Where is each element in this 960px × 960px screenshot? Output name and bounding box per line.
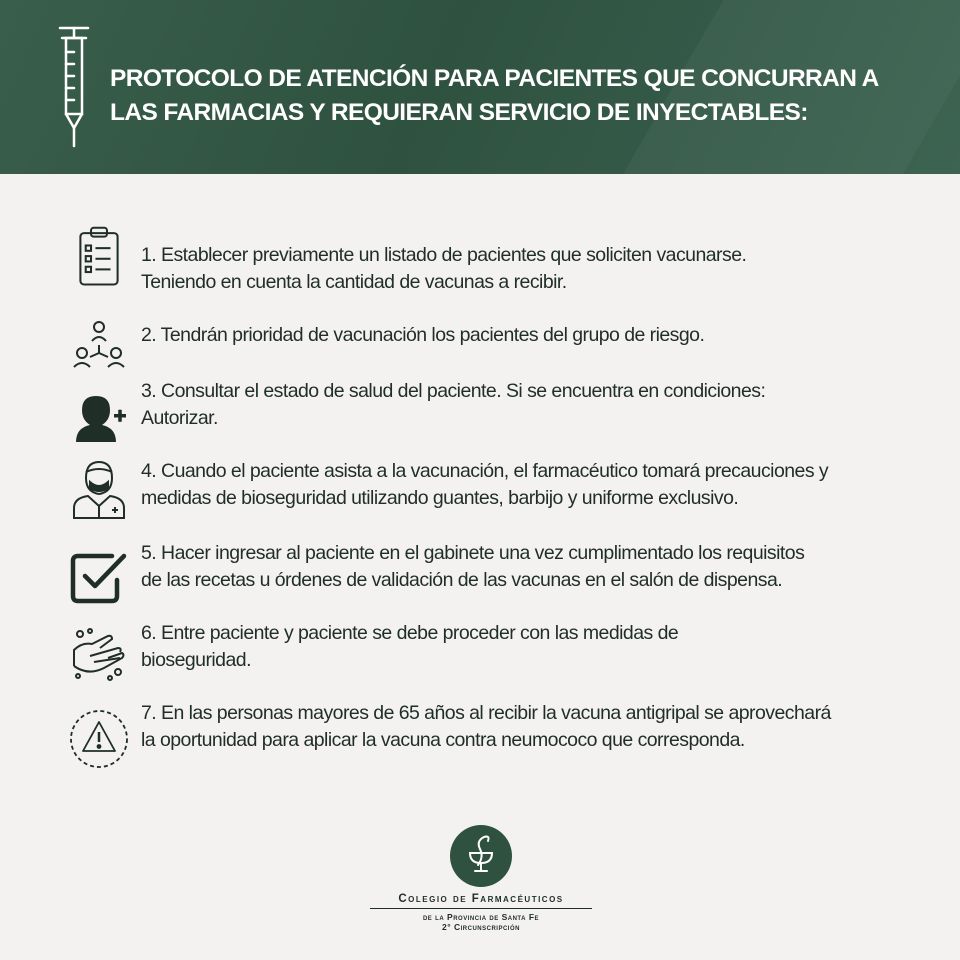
item-1-line-1: 1. Establecer previamente un listado de pacientes que soliciten vacunarse. [141, 244, 747, 266]
title-line-2: LAS FARMACIAS Y REQUIERAN SERVICIO DE INYECTABLES: [110, 99, 808, 126]
organization-logo-text [370, 893, 592, 932]
item-6-line-1: 6. Entre paciente y paciente se debe proceder con las medidas de [141, 622, 679, 644]
add-user-icon [68, 388, 130, 450]
item-2-line-1: 2. Tendrán prioridad de vacunación los pacientes del grupo de riesgo. [141, 324, 705, 346]
item-5-line-1: 5. Hacer ingresar al paciente en el gabinete una vez cumplimentado los requisitos [141, 542, 805, 564]
people-group-icon [68, 314, 130, 376]
org-province: de la Provincia de Santa Fe [422, 912, 540, 922]
logo-circle [450, 825, 512, 887]
org-circunscripcion: 2° Circunscripción [442, 922, 520, 932]
item-4-line-2: medidas de bioseguridad utilizando guantes, barbijo y uniforme exclusivo. [141, 487, 739, 509]
item-1-line-2: Teniendo en cuenta la cantidad de vacunas a recibir. [141, 271, 567, 293]
page-title [110, 62, 910, 130]
item-5-line-2: de las recetas u órdenes de validación de las vacunas en el salón de dispensa. [141, 569, 783, 591]
item-7-line-2: la oportunidad para aplicar la vacuna contra neumococo que corresponda. [141, 729, 745, 751]
pharmacist-mask-icon [68, 458, 130, 520]
syringe-icon [52, 22, 96, 150]
org-name: Colegio de Farmacéuticos [370, 893, 592, 909]
title-line-1: PROTOCOLO DE ATENCIÓN PARA PACIENTES QUE CONCURRAN A [110, 65, 879, 92]
item-3-line-2: Autorizar. [141, 407, 218, 429]
checkbox-icon [68, 546, 130, 608]
item-4-line-1: 4. Cuando el paciente asista a la vacunación, el farmacéutico tomará precauciones y [141, 460, 829, 482]
item-7-line-1: 7. En las personas mayores de 65 años al recibir la vacuna antigripal se aprovechará [141, 702, 831, 724]
clipboard-checklist-icon [68, 226, 130, 288]
item-6-line-2: bioseguridad. [141, 649, 251, 671]
item-3-line-1: 3. Consultar el estado de salud del paciente. Si se encuentra en condiciones: [141, 380, 766, 402]
header-banner [0, 0, 960, 174]
warning-icon [68, 708, 130, 770]
bowl-of-hygieia-icon [450, 825, 512, 887]
hand-washing-icon [68, 624, 130, 686]
